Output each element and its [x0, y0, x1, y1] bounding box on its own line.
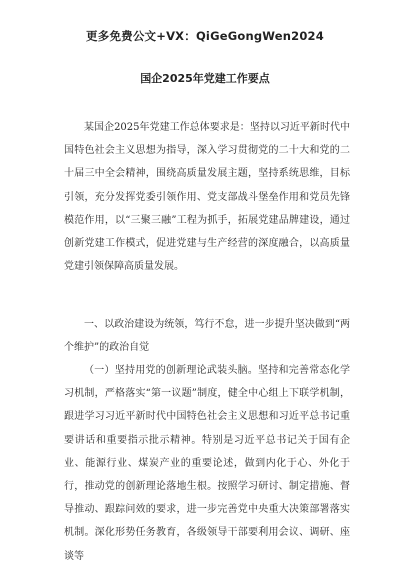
section-heading-text: 一、以政治建设为统领，笃行不怠，进一步提升坚决做到“两个维护”的政治自觉 — [64, 319, 350, 354]
header-note: 更多免费公文+VX：QiGeGongWen2024 — [86, 29, 324, 43]
section-heading-1 — [64, 313, 350, 359]
body-paragraph-1 — [64, 359, 350, 568]
paragraph-text: （一）坚持用党的创新理论武装头脑。坚持和完善常态化学习机制，严格落实“第一议题”制度，健全中心组上下联学机制，跟进学习习近平新时代中国特色社会主义思想和习近平总书记重要讲话和重要指示批示精神。特别是习近平总书记关于国有企业、能源行业、煤炭产业的重要论述，做到内化于心、外化于行，推动党的创新理论落地生根。按照学习研讨、制定措施、督导推动、跟踪问效的要求，进一步完善党中央重大决策部署落实机制。深化形势任务教育，各级领导干部要利用会议、调研、座谈等 — [64, 365, 350, 562]
document-title: 国企2025年党建工作要点 — [140, 72, 270, 85]
body-paragraph-intro — [64, 116, 350, 278]
paragraph-text: 某国企2025年党建工作总体要求是：坚持以习近平新时代中国特色社会主义思想为指导，深入学习贯彻党的二十大和党的二十届三中全会精神，围绕高质量发展主题，坚持系统思维，目标引领，充分发挥党委引领作用、党支部战斗堡垒作用和党员先锋模范作用，以“三聚三融”工程为抓手，拓展党建品牌建设，通过创新党建工作模式，促进党建与生产经营的深度融合，以高质量党建引领保障高质量发展。 — [64, 122, 350, 273]
